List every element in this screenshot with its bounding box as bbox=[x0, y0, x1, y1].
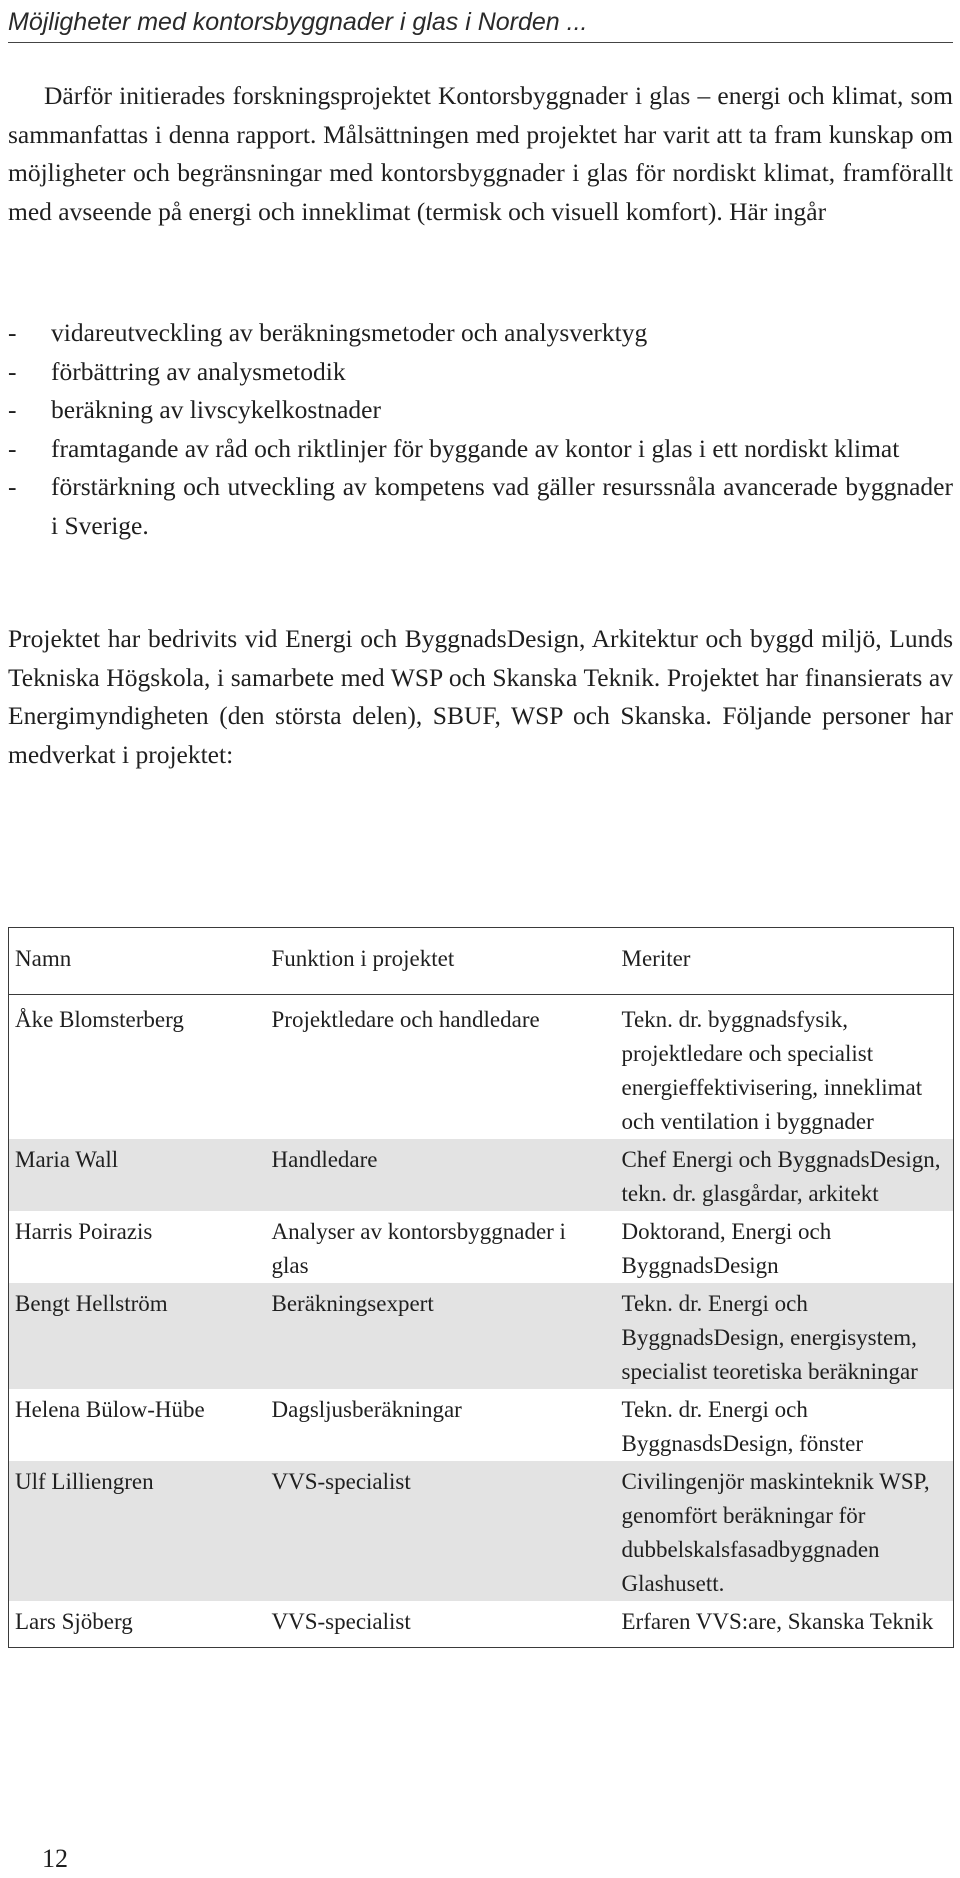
bullet-dash: - bbox=[8, 356, 17, 386]
cell-function: Dagsljusberäkningar bbox=[271, 1397, 462, 1422]
bullet-dash: - bbox=[8, 433, 17, 463]
bullet-list bbox=[8, 314, 953, 545]
project-paragraph: Projektet har bedrivits vid Energi och ByggnadsDesign, Arkitektur och byggd miljö, Lunds Tekniska Högskola, i samarbete med WSP och Skanska Teknik. Projektet har finansierats av Energimyndigheten (den största delen), SBUF, WSP och Skanska. Följande personer har medverkat i projektet: bbox=[8, 624, 953, 769]
bullet-dash: - bbox=[8, 395, 17, 424]
cell-merits: Tekn. dr. byggnadsfysik, projektledare och specialist energieffektivisering, inneklimat och ventilation i byggnader bbox=[621, 1007, 923, 1134]
running-header: Möjligheter med kontorsbyggnader i glas i Norden ... bbox=[8, 4, 953, 43]
table-row bbox=[9, 995, 954, 1140]
cell-function: Analyser av kontorsbyggnader i glas bbox=[271, 1219, 566, 1278]
list-item bbox=[8, 391, 953, 430]
list-item-text: beräkning av livscykelkostnader bbox=[51, 395, 381, 424]
cell-merits: Tekn. dr. Energi och ByggnasdsDesign, fönster bbox=[621, 1397, 863, 1456]
cell-function: Projektledare och handledare bbox=[271, 1007, 540, 1032]
table-header-row bbox=[9, 928, 954, 995]
intro-paragraph: Därför initierades forskningsprojektet Kontorsbyggnader i glas – energi och klimat, som sammanfattas i denna rapport. Målsättningen med projektet har varit att ta fram kunskap om möjligheter och begränsningar med kontorsbyggnader i glas för nordiskt klimat, framförallt med avseende på energi och inneklimat (termisk och visuell komfort). Här ingår bbox=[8, 81, 953, 226]
table-row bbox=[9, 1211, 954, 1283]
table-row bbox=[9, 1283, 954, 1389]
cell-merits: Civilingenjör maskinteknik WSP, genomfört beräkningar för dubbelskalsfasadbyggnaden Glashusett. bbox=[614, 1461, 954, 1601]
list-item bbox=[8, 430, 953, 469]
list-item bbox=[8, 314, 953, 353]
cell-name: Harris Poirazis bbox=[15, 1219, 153, 1244]
column-header-merits: Meriter bbox=[614, 928, 954, 995]
cell-name: Ulf Lilliengren bbox=[9, 1461, 264, 1601]
page-number: 12 bbox=[42, 1844, 68, 1873]
table-row bbox=[9, 1461, 954, 1601]
list-item-text: vidareutveckling av beräkningsmetoder och analysverktyg bbox=[51, 318, 648, 347]
cell-function: VVS-specialist bbox=[271, 1609, 411, 1634]
list-item bbox=[8, 353, 953, 392]
cell-merits: Erfaren VVS:are, Skanska Teknik bbox=[621, 1609, 934, 1634]
cell-name: Lars Sjöberg bbox=[15, 1609, 133, 1634]
cell-name: Helena Bülow-Hübe bbox=[15, 1397, 205, 1422]
cell-function: Handledare bbox=[264, 1139, 614, 1211]
table-row bbox=[9, 1601, 954, 1648]
bullet-dash: - bbox=[8, 318, 17, 347]
cell-merits: Doktorand, Energi och ByggnadsDesign bbox=[621, 1219, 832, 1278]
cell-name: Maria Wall bbox=[9, 1139, 264, 1211]
table-row bbox=[9, 1389, 954, 1461]
table-row bbox=[9, 1139, 954, 1211]
cell-merits: Tekn. dr. Energi och ByggnadsDesign, energisystem, specialist teoretiska beräkningar bbox=[614, 1283, 954, 1389]
participants-table bbox=[8, 927, 954, 1648]
bullet-dash: - bbox=[8, 472, 17, 501]
cell-name: Bengt Hellström bbox=[9, 1283, 264, 1389]
cell-function: VVS-specialist bbox=[264, 1461, 614, 1601]
list-item-text: framtagande av råd och riktlinjer för byggande av kontor i glas i ett nordiskt klimat bbox=[51, 433, 900, 463]
list-item bbox=[8, 468, 953, 545]
column-header-function: Funktion i projektet bbox=[264, 928, 614, 995]
cell-name: Åke Blomsterberg bbox=[15, 1007, 184, 1032]
column-header-name: Namn bbox=[9, 928, 264, 995]
list-item-text: förstärkning och utveckling av kompetens vad gäller resurssnåla avancerade byggnader i Sverige. bbox=[51, 472, 953, 540]
cell-function: Beräkningsexpert bbox=[264, 1283, 614, 1389]
cell-merits: Chef Energi och ByggnadsDesign, tekn. dr. glasgårdar, arkitekt bbox=[614, 1139, 954, 1211]
list-item-text: förbättring av analysmetodik bbox=[51, 356, 346, 386]
